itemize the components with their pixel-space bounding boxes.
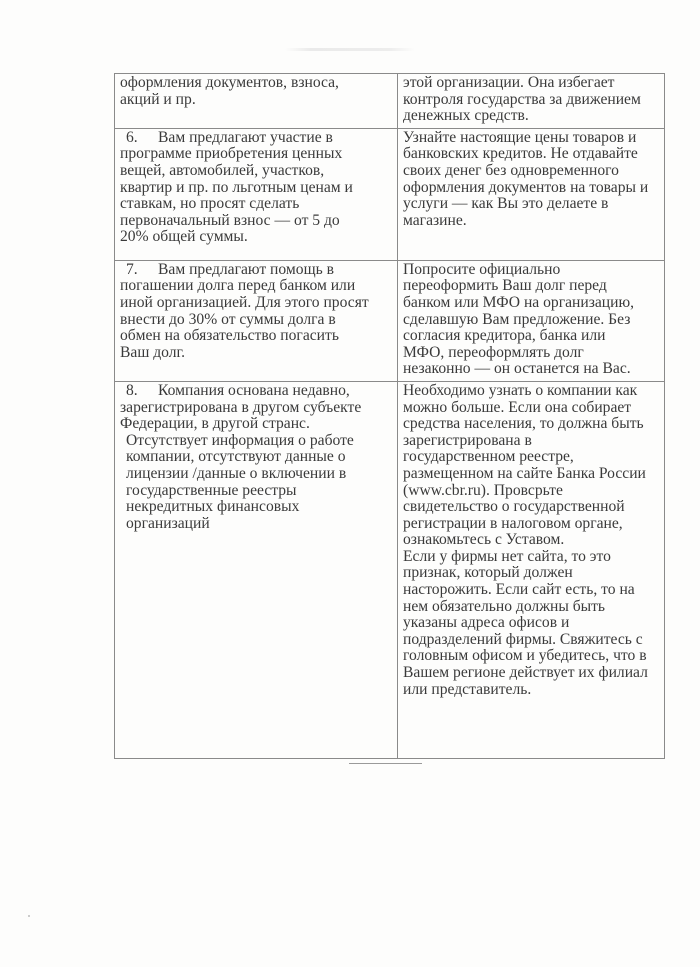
- table-row: [115, 128, 665, 260]
- situation-text-extra: Отсутствует информация о работе компании, отсутствуют данные о лицензии /данные о включении в государственные реестры некредитных финансовых организаций: [126, 431, 354, 532]
- end-divider: [349, 763, 422, 764]
- situation-text: Вам предлагают помощь в погашении долга перед банком или иной организацией. Для этого просят внести до 30% от суммы долга в обмен на обязательство погасить Ваш долг.: [120, 260, 369, 361]
- item-number: 6.: [126, 128, 138, 146]
- situation-text: Вам предлагают участие в программе приобретения ценных вещей, автомобилей, участков, квартир и пр. по льготным ценам и ставкам, но просят сделать первоначальный взнос — от 5 до 20% общей суммы.: [120, 128, 353, 246]
- scan-artifact: [285, 48, 415, 51]
- table-cell-advice: Попросите официально переоформить Ваш долг перед банком или МФО на организацию, сделавшую Вам предложение. Без согласия кредитора, банка или МФО, переоформлять долг незаконно — он останется на Вас.: [398, 260, 665, 381]
- situation-text: Компания основана недавно, зарегистрирована в другом субъекте Федерации, в другой странс.: [120, 381, 362, 433]
- item-number: 8.: [126, 381, 138, 399]
- table-cell-situation: оформления документов, взноса, акций и пр.: [115, 74, 398, 129]
- table-row: [115, 260, 665, 381]
- table-cell-situation: [115, 381, 398, 758]
- table-cell-situation: [115, 260, 398, 381]
- advice-table: [114, 73, 665, 759]
- table-cell-advice: Узнайте настоящие цены товаров и банковских кредитов. Не отдавайте своих денег без одновременного оформления документов на товары и услуги — как Вы это делаете в магазине.: [398, 128, 665, 260]
- item-number: 7.: [126, 260, 138, 278]
- table-row: [115, 74, 665, 129]
- table-row: [115, 381, 665, 758]
- table-cell-advice: Необходимо узнать о компании как можно больше. Если она собирает средства населения, то должна быть зарегистрирована в государственном реестре, размещенном на сайте Банка России (www.cbr.ru). Провсрьте свидетельство о государственной регистрации в налоговом органе, ознакомьтесь с Уставом. Если у фирмы нет сайта, то это признак, который должен насторожить. Если сайт есть, то на нем обязательно должны быть указаны адреса офисов и подразделений фирмы. Свяжитесь с головным офисом и убедитесь, что в Вашем регионе действует их филиал или представитель.: [398, 381, 665, 758]
- table-cell-advice: этой организации. Она избегает контроля государства за движением денежных средств.: [398, 74, 665, 129]
- table-cell-situation: [115, 128, 398, 260]
- scan-speck: [28, 915, 30, 917]
